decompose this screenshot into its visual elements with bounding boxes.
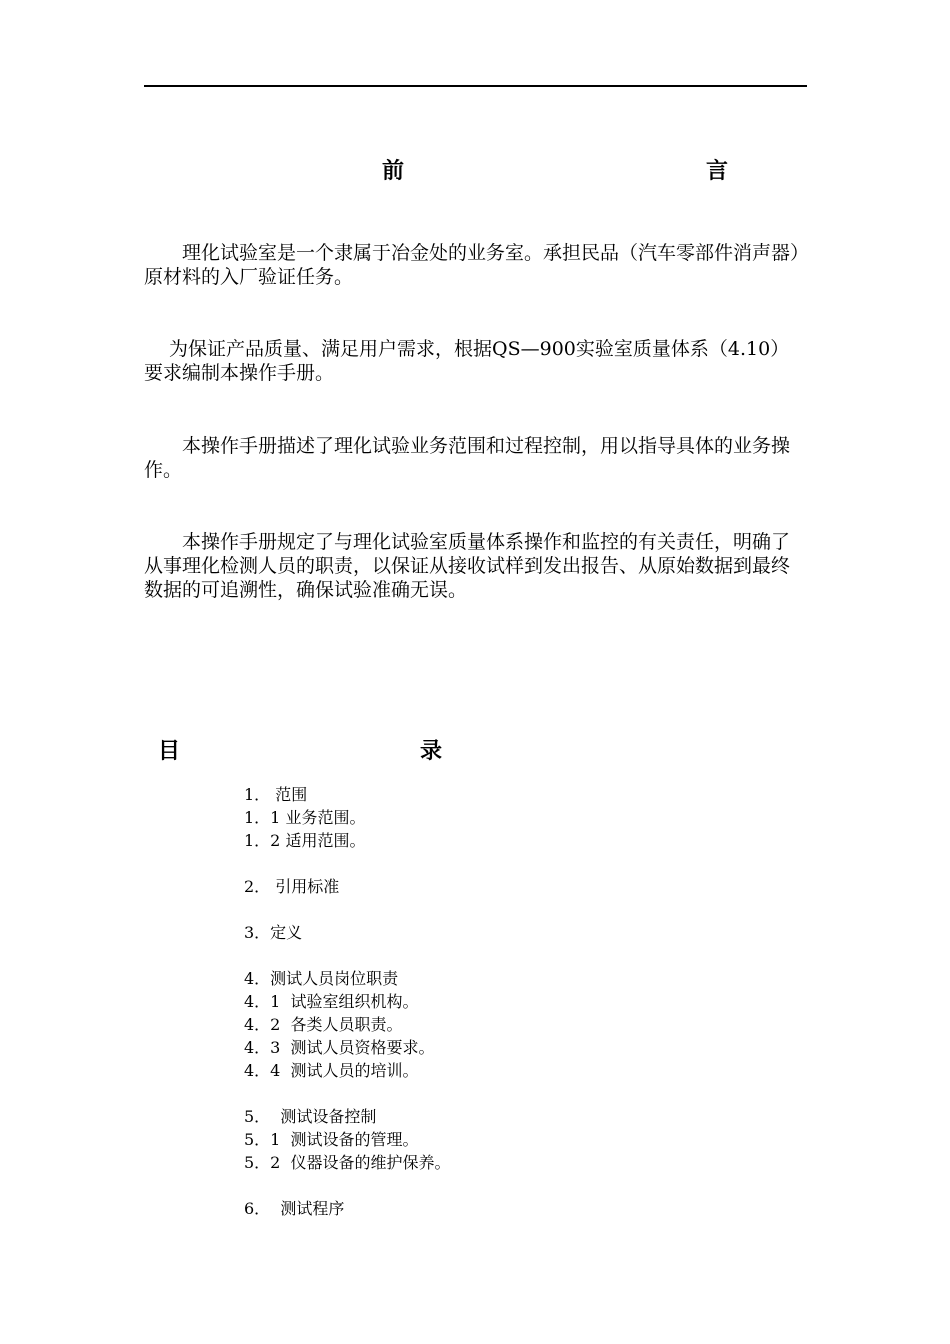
toc-item: 1．1 业务范围。 bbox=[244, 808, 366, 827]
toc-item: 1．2 适用范围。 bbox=[244, 831, 366, 850]
toc-spacer bbox=[244, 852, 744, 875]
toc-item: 5． 测试设备控制 bbox=[244, 1107, 377, 1126]
toc-spacer bbox=[244, 1174, 744, 1197]
preface-paragraph-1: 理化试验室是一个隶属于冶金处的业务室。承担民品（汽车零部件消声器）原材料的入厂验证任务。 bbox=[144, 242, 800, 288]
toc-item: 4．4 测试人员的培训。 bbox=[244, 1061, 419, 1080]
toc-item: 3．定义 bbox=[244, 923, 303, 942]
toc-spacer bbox=[244, 898, 744, 921]
toc-spacer bbox=[244, 944, 744, 967]
preface-title-right: 言 bbox=[706, 158, 729, 184]
table-of-contents bbox=[244, 783, 744, 1220]
toc-item: 1． 范围 bbox=[244, 785, 308, 804]
toc-item: 4．2 各类人员职责。 bbox=[244, 1015, 403, 1034]
toc-title-left: 目 bbox=[158, 738, 181, 764]
toc-item: 4．1 试验室组织机构。 bbox=[244, 992, 419, 1011]
preface-paragraph-3: 本操作手册描述了理化试验业务范围和过程控制，用以指导具体的业务操作。 bbox=[144, 435, 791, 481]
toc-item: 4．测试人员岗位职责 bbox=[244, 969, 399, 988]
toc-item: 6． 测试程序 bbox=[244, 1199, 345, 1218]
preface-title-left: 前 bbox=[382, 158, 405, 184]
header-rule bbox=[144, 85, 807, 87]
toc-item: 5．2 仪器设备的维护保养。 bbox=[244, 1153, 451, 1172]
toc-item: 2． 引用标准 bbox=[244, 877, 340, 896]
toc-title-right: 录 bbox=[420, 738, 443, 764]
preface-paragraph-4: 本操作手册规定了与理化试验室质量体系操作和监控的有关责任，明确了从事理化检测人员的职责，以保证从接收试样到发出报告、从原始数据到最终数据的可追溯性，确保试验准确无误。 bbox=[144, 531, 791, 601]
toc-item: 5．1 测试设备的管理。 bbox=[244, 1130, 419, 1149]
toc-item: 4．3 测试人员资格要求。 bbox=[244, 1038, 435, 1057]
preface-paragraph-2: 为保证产品质量、满足用户需求，根据QS—900实验室质量体系（4.10）要求编制本操作手册。 bbox=[144, 338, 790, 384]
toc-spacer bbox=[244, 1082, 744, 1105]
